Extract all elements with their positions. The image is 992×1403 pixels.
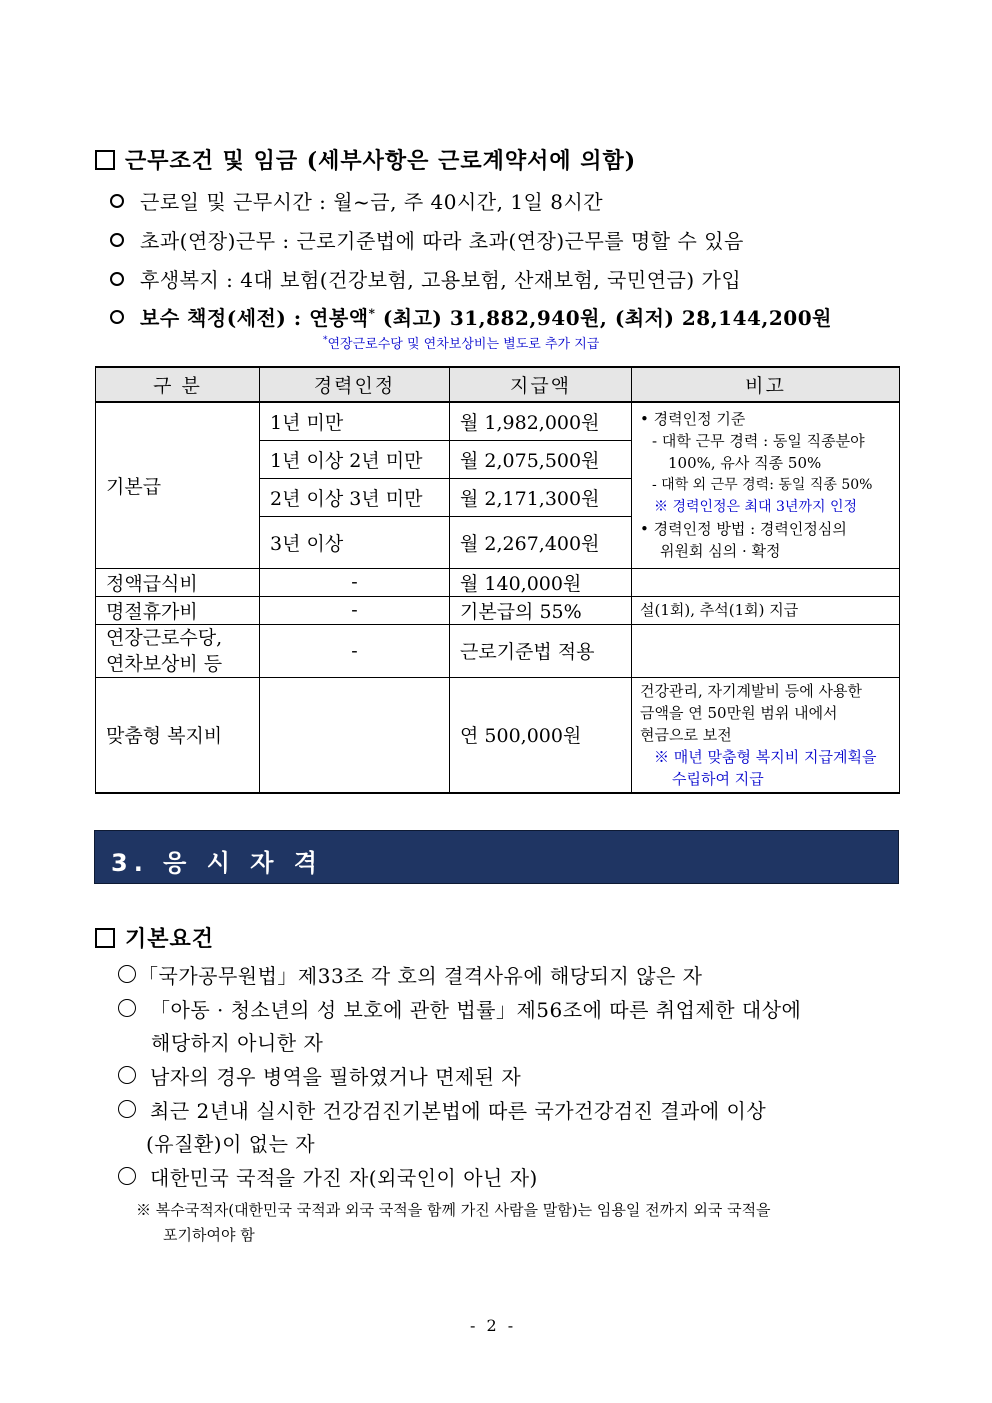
section-heading-basic-requirements: 기본요건 (95, 922, 214, 953)
circle-bullet-icon (110, 233, 124, 247)
career-cell: 2년 이상 3년 미만 (260, 478, 450, 516)
career-cell (260, 677, 450, 793)
base-pay-remark: • 경력인정 기준 - 대학 근무 경력 : 동일 직종분야 100%, 유사 직종 50% - 대학 외 근무 경력: 동일 직종 50% ※ 경력인정은 최대 3년까지 인정 • 경력인정 방법 : 경력인정심의 위원회 심의 · 확정 (632, 402, 900, 568)
dual-nationality-note-continued: 포기하여야 함 (163, 1226, 255, 1244)
circle-bullet-icon (118, 1066, 136, 1084)
row-label: 정액급식비 (96, 568, 260, 596)
amount-cell: 월 140,000원 (450, 568, 632, 596)
section-heading-work-conditions: 근무조건 및 임금 (세부사항은 근로계약서에 의함) (95, 144, 636, 175)
page-number: - 2 - (470, 1316, 517, 1335)
requirement-item: 대한민국 국적을 가진 자(외국인이 아닌 자) (118, 1162, 538, 1191)
requirement-item-continued: 해당하지 아니한 자 (151, 1031, 324, 1055)
requirement-item: 「국가공무원법」제33조 각 호의 결격사유에 해당되지 않은 자 (118, 960, 702, 989)
circle-bullet-icon (118, 1167, 136, 1185)
bullet-salary: 보수 책정(세전) : 연봉액* (최고) 31,882,940원, (최저) 28,144,200원 (110, 302, 832, 331)
checkbox-square-icon (95, 928, 115, 948)
remark-cell: 설(1회), 추석(1회) 지급 (632, 596, 900, 624)
career-cell: 1년 미만 (260, 402, 450, 440)
welfare-remark: 건강관리, 자기계발비 등에 사용한 금액을 연 50만원 범위 내에서 현금으로 보전 ※ 매년 맞춤형 복지비 지급계획을 수립하여 지급 (632, 677, 900, 793)
circle-bullet-icon (110, 272, 124, 286)
circle-bullet-icon (110, 310, 124, 324)
table-row (96, 402, 900, 440)
career-cell: 1년 이상 2년 미만 (260, 440, 450, 478)
bullet-welfare: 후생복지 : 4대 보험(건강보험, 고용보험, 산재보험, 국민연금) 가입 (110, 264, 741, 293)
table-row (96, 624, 900, 677)
requirement-item: 최근 2년내 실시한 건강검진기본법에 따른 국가건강검진 결과에 이상 (118, 1095, 766, 1124)
amount-cell: 월 2,171,300원 (450, 478, 632, 516)
amount-cell: 월 2,267,400원 (450, 516, 632, 568)
header-career: 경력인정 (260, 367, 450, 402)
checkbox-square-icon (95, 150, 115, 170)
table-row (96, 596, 900, 624)
amount-cell: 월 1,982,000원 (450, 402, 632, 440)
circle-bullet-icon (118, 999, 136, 1017)
remark-cell (632, 624, 900, 677)
amount-cell: 월 2,075,500원 (450, 440, 632, 478)
requirement-item-continued: (유질환)이 없는 자 (146, 1132, 316, 1156)
circle-bullet-icon (118, 1100, 136, 1118)
table-row (96, 677, 900, 793)
row-label: 명절휴가비 (96, 596, 260, 624)
remark-cell (632, 568, 900, 596)
requirement-item: 「아동 · 청소년의 성 보호에 관한 법률」제56조에 따른 취업제한 대상에 (118, 994, 801, 1023)
amount-cell: 기본급의 55% (450, 596, 632, 624)
table-header-row (96, 367, 900, 402)
circle-bullet-icon (118, 965, 136, 983)
section-title-bar (94, 830, 899, 884)
header-category: 구 분 (96, 367, 260, 402)
bullet-overtime: 초과(연장)근무 : 근로기준법에 따라 초과(연장)근무를 명할 수 있음 (110, 225, 744, 254)
pay-table (95, 366, 900, 794)
career-cell: - (260, 596, 450, 624)
career-cell: - (260, 568, 450, 596)
table-row (96, 568, 900, 596)
amount-cell: 근로기준법 적용 (450, 624, 632, 677)
header-remark: 비고 (632, 367, 900, 402)
requirement-item: 남자의 경우 병역을 필하였거나 면제된 자 (118, 1061, 521, 1090)
header-amount: 지급액 (450, 367, 632, 402)
row-label: 연장근로수당, 연차보상비 등 (96, 624, 260, 677)
row-label: 맞춤형 복지비 (96, 677, 260, 793)
bullet-work-hours: 근로일 및 근무시간 : 월~금, 주 40시간, 1일 8시간 (110, 186, 603, 215)
dual-nationality-note: ※ 복수국적자(대한민국 국적과 외국 국적을 함께 가진 사람을 말함)는 임용일 전까지 외국 국적을 (136, 1201, 771, 1219)
career-cell: - (260, 624, 450, 677)
base-pay-label: 기본급 (96, 402, 260, 568)
section-title: 3. 응 시 자 격 (111, 849, 323, 877)
amount-cell: 연 500,000원 (450, 677, 632, 793)
career-cell: 3년 이상 (260, 516, 450, 568)
circle-bullet-icon (110, 194, 124, 208)
salary-footnote: *연장근로수당 및 연차보상비는 별도로 추가 지급 (323, 335, 600, 352)
